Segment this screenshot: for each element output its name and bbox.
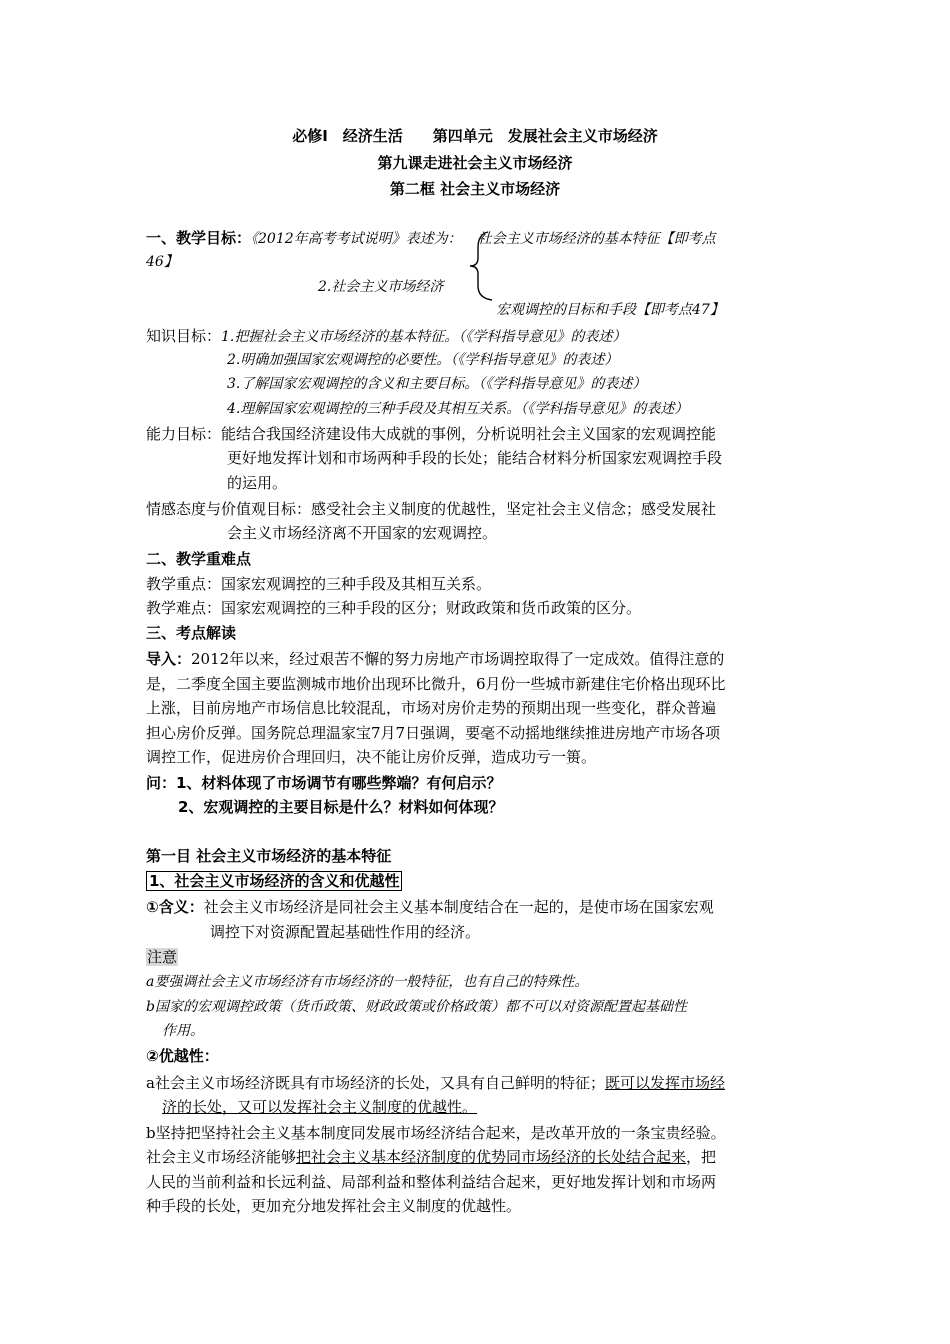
meaning-line-1: ①含义：社会主义市场经济是同社会主义基本制度结合在一起的，是使市场在国家宏观 (146, 898, 714, 916)
advantage-c-line-1: 社会主义市场经济能够把社会主义基本经济制度的优势同市场经济的长处结合起来，把 (146, 1148, 717, 1166)
curly-brace-icon (466, 230, 506, 302)
knowledge-label: 知识目标： (146, 327, 222, 345)
intro-line-4: 担心房价反弹。国务院总理温家宝7月7日强调，要毫不动摇地继续推进房地产市场各项 (146, 724, 721, 742)
intro-line-3: 上涨，目前房地产市场信息比较混乱，市场对房价走势的预期出现一些变化，群众普遍 (146, 699, 717, 717)
ability-line-3: 的运用。 (227, 474, 288, 492)
goals-branch-top-cont: 46】 (146, 254, 178, 270)
question-1: 问：1、材料体现了市场调节有哪些弊端？有何启示？ (146, 774, 502, 792)
advantage-a-line-2: 济的长处，又可以发挥社会主义制度的优越性。 (162, 1098, 478, 1116)
knowledge-line-1 (146, 326, 626, 347)
intro-line-5: 调控工作，促进房价合理回归，决不能让房价反弹，造成功亏一篑。 (146, 748, 597, 766)
reading-heading: 三、考点解读 (146, 624, 237, 642)
intro-line-1: 导入：2012年以来，经过艰苦不懈的努力房地产市场调控取得了一定成效。值得注意的 (146, 650, 725, 668)
emotion-label: 情感态度与价值观目标： (146, 500, 312, 518)
hard-point-line: 教学难点：国家宏观调控的三种手段的区分；财政政策和货币政策的区分。 (146, 599, 642, 617)
section1-subheading: 1、社会主义市场经济的含义和优越性 (146, 871, 402, 891)
question-2: 2、宏观调控的主要目标是什么？材料如何体现？ (178, 798, 504, 816)
advantage-label: ②优越性： (146, 1047, 219, 1065)
advantage-b: b坚持把坚持社会主义基本制度同发展市场经济结合起来，是改革开放的一条宝贵经验。 (146, 1124, 726, 1142)
note-label: 注意 (147, 948, 178, 966)
advantage-c-line-2: 人民的当前利益和长远利益、局部利益和整体利益结合起来，更好地发挥计划和市场两 (146, 1173, 717, 1191)
goals-heading: 一、教学目标： (146, 229, 252, 247)
ability-label: 能力目标： (146, 425, 222, 443)
advantage-c-line-3: 种手段的长处，更加充分地发挥社会主义制度的优越性。 (146, 1197, 522, 1215)
meaning-line-2: 调控下对资源配置起基础性作用的经济。 (210, 923, 481, 941)
knowledge-item: 2.明确加强国家宏观调控的必要性。（《学科指导意见》的表述） (227, 352, 619, 368)
knowledge-item: 1.把握社会主义市场经济的基本特征。（《学科指导意见》的表述） (221, 329, 627, 345)
key-point-line: 教学重点：国家宏观调控的三种手段及其相互关系。 (146, 575, 492, 593)
emotion-line-1: 情感态度与价值观目标：感受社会主义制度的优越性，坚定社会主义信念；感受发展社 (146, 500, 717, 518)
note-b-line-2: 作用。 (162, 1023, 204, 1039)
goals-line (146, 228, 716, 249)
knowledge-item: 4.理解国家宏观调控的三种手段及其相互关系。（《学科指导意见》的表述） (227, 401, 689, 417)
knowledge-item: 3.了解国家宏观调控的含义和主要目标。（《学科指导意见》的表述） (227, 376, 647, 392)
difficulty-heading: 二、教学重难点 (146, 550, 252, 568)
goals-branch-bottom: 宏观调控的目标和手段【即考点47】 (496, 302, 724, 318)
emotion-line-2: 会主义市场经济离不开国家的宏观调控。 (227, 524, 498, 542)
title-line-1: 必修Ⅰ 经济生活 第四单元 发展社会主义市场经济 (292, 127, 658, 145)
intro-line-2: 是，二季度全国主要监测城市地价出现环比微升，6月份一些城市新建住宅价格出现环比 (146, 675, 726, 693)
note-b-line-1: b国家的宏观调控政策（货币政策、财政政策或价格政策）都不可以对资源配置起基础性 (146, 999, 687, 1015)
goals-intro: 《2012年高考考试说明》表述为： (251, 231, 462, 247)
goals-root: 2.社会主义市场经济 (318, 279, 444, 295)
note-a: a要强调社会主义市场经济有市场经济的一般特征，也有自己的特殊性。 (146, 974, 589, 990)
advantage-a-line-1: a社会主义市场经济既具有市场经济的长处，又具有自己鲜明的特征；既可以发挥市场经 (146, 1074, 725, 1092)
section1-heading: 第一目 社会主义市场经济的基本特征 (146, 847, 392, 865)
ability-line-1: 能力目标：能结合我国经济建设伟大成就的事例，分析说明社会主义国家的宏观调控能 (146, 425, 717, 443)
title-line-2: 第九课走进社会主义市场经济 (377, 154, 573, 172)
ability-line-2: 更好地发挥计划和市场两种手段的长处；能结合材料分析国家宏观调控手段 (227, 449, 723, 467)
goals-branch-top: 社会主义市场经济的基本特征【即考点 (477, 231, 716, 247)
title-line-3: 第二框 社会主义市场经济 (389, 180, 561, 198)
